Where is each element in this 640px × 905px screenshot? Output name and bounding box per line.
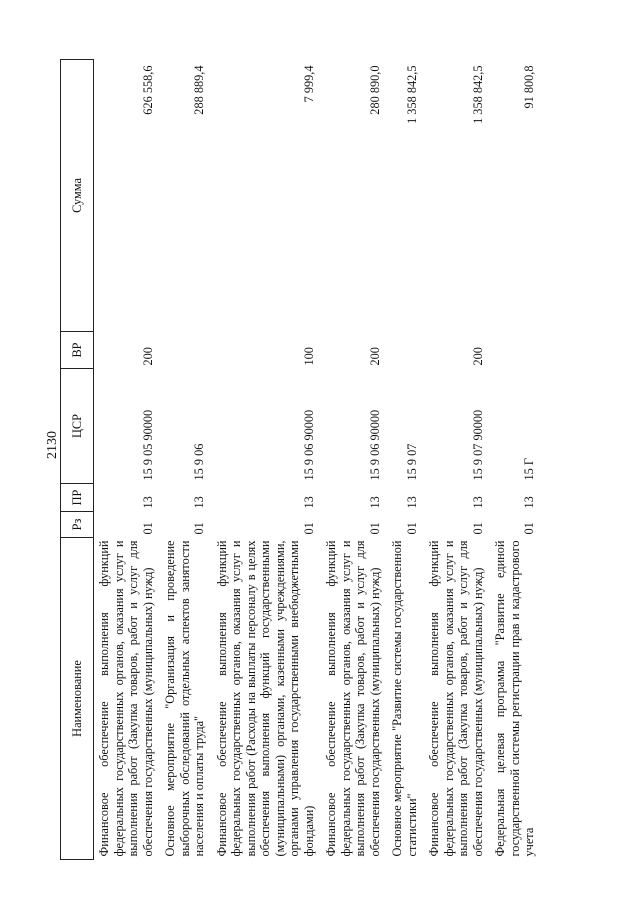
row-sum: 91 800,8 bbox=[522, 65, 536, 109]
row-csr: 15 9 06 90000 bbox=[367, 409, 382, 481]
row-pr: 13 bbox=[470, 496, 485, 509]
row-vr: 200 bbox=[470, 347, 485, 366]
table-row bbox=[160, 60, 212, 860]
header-rz: Рз bbox=[61, 512, 94, 538]
table-row bbox=[212, 60, 322, 860]
row-sum: 288 889,4 bbox=[192, 65, 206, 115]
row-rz: 01 bbox=[470, 522, 485, 535]
row-rz: 01 bbox=[522, 522, 536, 535]
table-row bbox=[321, 60, 387, 860]
header-csr: ЦСР bbox=[61, 369, 94, 484]
row-vr bbox=[387, 332, 424, 369]
header-vr: ВР bbox=[61, 332, 94, 369]
row-name: Финансовое обеспечение выполнения функций федеральных государственных органов, оказания услуг и выполнения работ (Закупка товаров, работ и услуг для обеспечения государственных (муниципальных) нужд) bbox=[97, 540, 155, 857]
row-pr: 13 bbox=[522, 496, 536, 509]
row-csr: 15 9 07 bbox=[404, 443, 419, 481]
row-sum: 7 999,4 bbox=[301, 65, 316, 103]
row-rz: 01 bbox=[192, 522, 206, 535]
header-pr: ПР bbox=[61, 484, 94, 512]
row-vr: 200 bbox=[367, 347, 382, 366]
row-vr bbox=[160, 332, 212, 369]
row-csr: 15 Г bbox=[522, 458, 536, 481]
row-vr: 200 bbox=[140, 347, 155, 366]
row-pr: 13 bbox=[404, 496, 419, 509]
row-name: Финансовое обеспечение выполнения функций федеральных государственных органов, оказания услуг и выполнения работ (Расходы на выплаты персоналу в целях обеспечения выполнения функций государственными (муниципальными) органами, казенными учреждениями, органами управления государственными внебюджетными фондами) bbox=[214, 540, 316, 857]
row-name: Финансовое обеспечение выполнения функций федеральных государственных органов, оказания услуг и выполнения работ (Закупка товаров, работ и услуг для обеспечения государственных (муниципальных) нужд) bbox=[427, 540, 485, 857]
row-csr: 15 9 06 90000 bbox=[301, 409, 316, 481]
row-sum: 1 358 842,5 bbox=[470, 65, 485, 124]
row-pr: 13 bbox=[192, 496, 206, 509]
row-name: Основное мероприятие "Развитие системы государственной статистики" bbox=[390, 540, 419, 857]
row-name: Основное мероприятие "Организация и проведение выборочных обследований отдельных аспектов занятости населения и оплаты труда" bbox=[163, 540, 206, 857]
row-csr: 15 9 05 90000 bbox=[140, 409, 155, 481]
row-sum: 280 890,0 bbox=[367, 65, 382, 115]
row-sum: 626 558,6 bbox=[140, 65, 155, 115]
row-rz: 01 bbox=[404, 522, 419, 535]
table-row bbox=[387, 60, 424, 860]
row-pr: 13 bbox=[140, 496, 155, 509]
table-row bbox=[490, 60, 542, 860]
row-csr: 15 9 06 bbox=[192, 443, 206, 481]
row-name: Федеральная целевая программа "Развитие единой государственной системы регистрации прав и кадастрового учета bbox=[493, 540, 536, 857]
row-vr bbox=[490, 332, 542, 369]
page-number: 2130 bbox=[45, 431, 60, 459]
header-name: Наименование bbox=[61, 538, 94, 860]
budget-table-container bbox=[60, 60, 580, 860]
row-vr: 100 bbox=[301, 347, 316, 366]
row-name: Финансовое обеспечение выполнения функций федеральных государственных органов, оказания услуг и выполнения работ (Закупка товаров, работ и услуг для обеспечения государственных (муниципальных) нужд) bbox=[324, 540, 382, 857]
row-sum: 1 358 842,5 bbox=[404, 65, 419, 124]
row-rz: 01 bbox=[367, 522, 382, 535]
row-csr: 15 9 07 90000 bbox=[470, 409, 485, 481]
header-sum: Сумма bbox=[61, 60, 94, 332]
row-rz: 01 bbox=[301, 522, 316, 535]
table-row bbox=[424, 60, 490, 860]
row-pr: 13 bbox=[367, 496, 382, 509]
row-pr: 13 bbox=[301, 496, 316, 509]
table-row bbox=[94, 60, 161, 860]
table-header-row bbox=[61, 60, 94, 860]
budget-table bbox=[60, 59, 542, 860]
row-rz: 01 bbox=[140, 522, 155, 535]
